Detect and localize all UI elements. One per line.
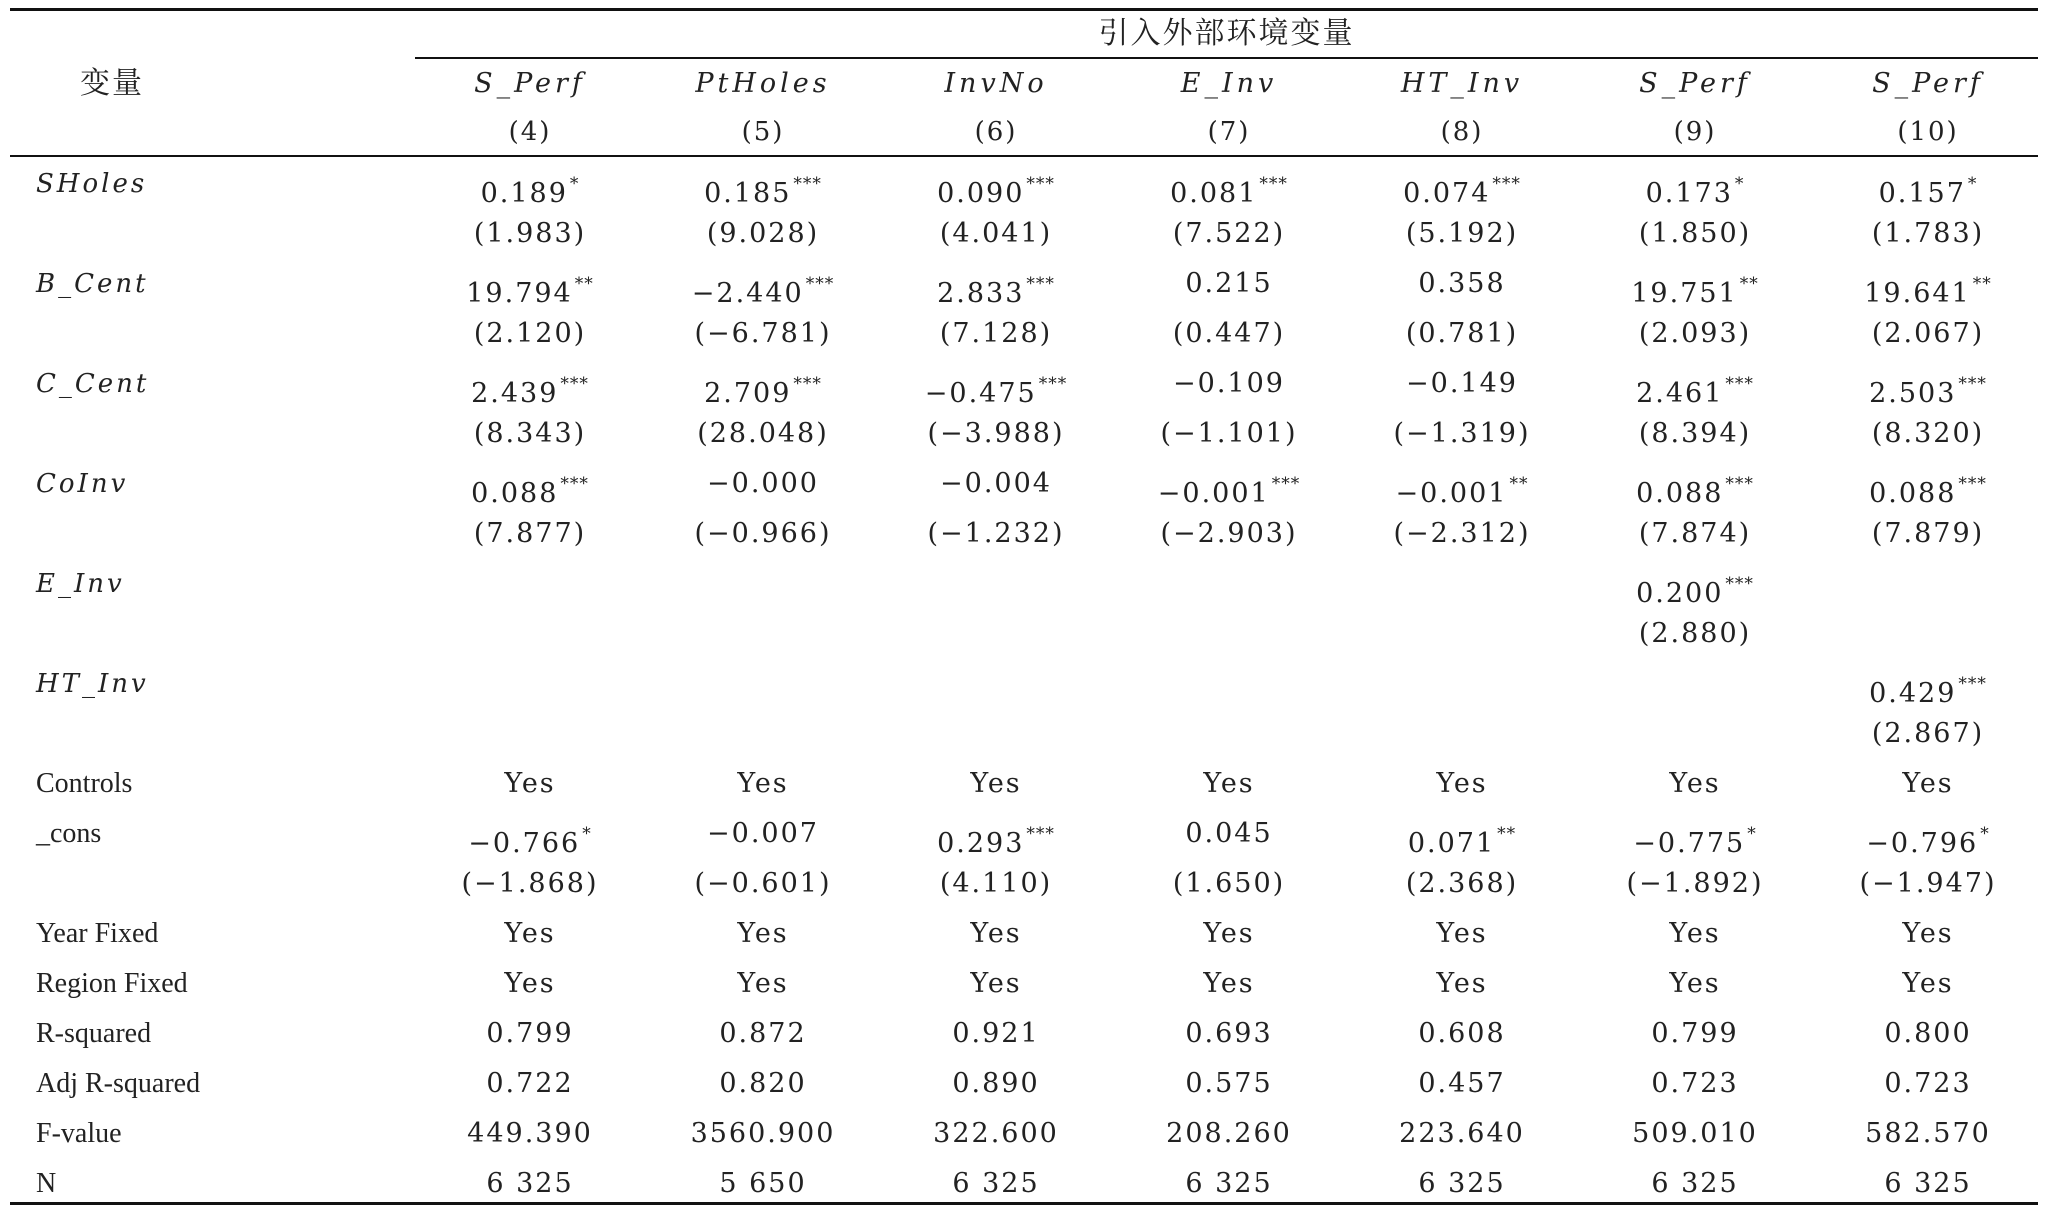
table-cell: 0.799 [486, 1018, 574, 1049]
table-cell: (−6.781) [694, 318, 832, 349]
table-cell: (8.343) [473, 418, 587, 449]
table-cell: 0.723 [1651, 1068, 1739, 1099]
significance-stars: * [569, 174, 580, 194]
table-cell: −0.001 ** [1395, 474, 1529, 509]
table-cell: (−1.892) [1626, 868, 1764, 899]
row-label: Region Fixed [36, 968, 188, 999]
table-cell: Yes [970, 968, 1022, 999]
table-cell: Yes [970, 768, 1022, 799]
table-cell: (−3.988) [927, 418, 1065, 449]
table-cell: (1.783) [1871, 218, 1985, 249]
column-header: S_Perf [1639, 68, 1751, 99]
bottom-rule [10, 1202, 2038, 1205]
table-cell: 0.722 [486, 1068, 574, 1099]
table-cell: −0.796 * [1866, 824, 1990, 859]
column-header: InvNo [944, 68, 1048, 99]
table-cell: 2.503 *** [1869, 374, 1987, 409]
table-cell: 3560.900 [690, 1118, 836, 1149]
table-cell: Yes [1203, 968, 1255, 999]
row-label: E_Inv [36, 569, 125, 599]
significance-stars: *** [1725, 574, 1754, 594]
table-cell: (5.192) [1405, 218, 1519, 249]
table-cell: Yes [1669, 968, 1721, 999]
table-cell: (−1.101) [1160, 418, 1298, 449]
table-cell: (2.368) [1405, 868, 1519, 899]
table-cell: (7.522) [1172, 218, 1286, 249]
significance-stars: ** [1972, 274, 1992, 294]
column-header: S_Perf [1872, 68, 1984, 99]
row-label: Adj R-squared [36, 1068, 201, 1099]
column-header: E_Inv [1180, 68, 1278, 99]
table-cell: (2.120) [473, 318, 587, 349]
significance-stars: *** [1038, 374, 1068, 394]
table-cell: 5 650 [719, 1168, 807, 1199]
table-cell: 0.185 *** [704, 174, 822, 209]
table-cell: (8.320) [1871, 418, 1985, 449]
significance-stars: ** [574, 274, 594, 294]
table-cell: (−2.312) [1393, 518, 1531, 549]
significance-stars: *** [793, 374, 822, 394]
table-cell: −0.000 [707, 468, 819, 499]
significance-stars: *** [560, 474, 589, 494]
significance-stars: *** [1958, 474, 1987, 494]
row-label: C_Cent [36, 369, 150, 399]
table-cell: (7.877) [473, 518, 587, 549]
row-label: R-squared [36, 1018, 152, 1049]
variable-header: 变量 [80, 66, 144, 101]
table-cell: 6 325 [1884, 1168, 1972, 1199]
table-cell: (7.128) [939, 318, 1053, 349]
significance-stars: * [1980, 824, 1990, 844]
significance-stars: *** [1259, 174, 1288, 194]
column-index: (10) [1897, 117, 1959, 147]
table-cell: 2.709 *** [704, 374, 822, 409]
table-cell: Yes [737, 768, 789, 799]
column-header: S_Perf [474, 68, 586, 99]
column-header: HT_Inv [1400, 68, 1524, 99]
significance-stars: *** [1026, 824, 1055, 844]
table-cell: (4.041) [939, 218, 1053, 249]
table-cell: (−1.232) [927, 518, 1065, 549]
table-cell: 2.439 *** [471, 374, 589, 409]
significance-stars: * [1967, 174, 1978, 194]
table-cell: (0.447) [1172, 318, 1286, 349]
table-cell: Yes [504, 968, 556, 999]
table-cell: 0.457 [1418, 1068, 1506, 1099]
row-label: CoInv [36, 469, 129, 499]
table-cell: 2.833 *** [937, 274, 1055, 309]
column-index: (7) [1207, 117, 1251, 147]
column-index: (4) [508, 117, 552, 147]
table-cell: 0.074 *** [1403, 174, 1521, 209]
table-cell: (−0.601) [694, 868, 832, 899]
table-cell: 19.794 ** [466, 274, 594, 309]
table-cell: 322.600 [933, 1118, 1059, 1149]
table-cell: 0.293 *** [937, 824, 1055, 859]
table-cell: (2.880) [1638, 618, 1752, 649]
row-label: Year Fixed [36, 918, 159, 949]
table-cell: 19.641 ** [1864, 274, 1992, 309]
row-label: N [36, 1168, 57, 1199]
column-index: (6) [974, 117, 1018, 147]
table-cell: Yes [504, 768, 556, 799]
table-cell: 19.751 ** [1631, 274, 1759, 309]
table-cell: Yes [737, 918, 789, 949]
significance-stars: *** [1958, 674, 1987, 694]
table-cell: (−2.903) [1160, 518, 1298, 549]
table-cell: (0.781) [1405, 318, 1519, 349]
table-cell: (−0.966) [694, 518, 832, 549]
top-rule [10, 8, 2038, 11]
table-cell: −0.766 * [468, 824, 592, 859]
table-cell: Yes [1902, 968, 1954, 999]
table-cell: 0.693 [1185, 1018, 1273, 1049]
table-cell: 0.071 ** [1407, 824, 1517, 859]
table-cell: 0.800 [1884, 1018, 1972, 1049]
significance-stars: ** [1509, 474, 1529, 494]
table-cell: (1.850) [1638, 218, 1752, 249]
significance-stars: *** [805, 274, 835, 294]
header-rule [10, 155, 2038, 157]
table-cell: −0.149 [1406, 368, 1518, 399]
table-cell: (2.867) [1871, 718, 1985, 749]
table-cell: (8.394) [1638, 418, 1752, 449]
table-cell: 0.088 *** [471, 474, 589, 509]
significance-stars: *** [793, 174, 822, 194]
significance-stars: ** [1739, 274, 1759, 294]
row-label: F-value [36, 1118, 122, 1149]
table-cell: (−1.319) [1393, 418, 1531, 449]
table-cell: 0.723 [1884, 1068, 1972, 1099]
group-underline [415, 57, 2038, 59]
table-cell: 0.157 * [1878, 174, 1978, 209]
table-cell: (9.028) [706, 218, 820, 249]
table-cell: 0.358 [1418, 268, 1506, 299]
table-cell: −0.001 *** [1157, 474, 1301, 509]
table-cell: 0.081 *** [1170, 174, 1288, 209]
significance-stars: *** [560, 374, 589, 394]
table-cell: 6 325 [1651, 1168, 1739, 1199]
table-cell: (7.879) [1871, 518, 1985, 549]
table-cell: (4.110) [939, 868, 1053, 899]
table-cell: 0.820 [719, 1068, 807, 1099]
table-cell: Yes [1669, 918, 1721, 949]
table-cell: 0.575 [1185, 1068, 1273, 1099]
column-header: PtHoles [695, 68, 831, 99]
table-cell: (−1.947) [1859, 868, 1997, 899]
table-cell: 582.570 [1865, 1118, 1991, 1149]
table-cell: 0.872 [719, 1018, 807, 1049]
row-label: SHoles [36, 169, 148, 199]
row-label: HT_Inv [36, 669, 149, 699]
significance-stars: *** [1026, 274, 1055, 294]
table-cell: Yes [970, 918, 1022, 949]
table-cell: Yes [1902, 918, 1954, 949]
table-cell: Yes [1203, 918, 1255, 949]
table-cell: 0.090 *** [937, 174, 1055, 209]
table-cell: −2.440 *** [691, 274, 835, 309]
table-cell: Yes [1436, 968, 1488, 999]
column-index: (9) [1673, 117, 1717, 147]
table-cell: −0.109 [1173, 368, 1285, 399]
table-cell: (1.983) [473, 218, 587, 249]
significance-stars: *** [1271, 474, 1301, 494]
group-header: 引入外部环境变量 [1098, 16, 1355, 51]
table-cell: Yes [1436, 768, 1488, 799]
table-cell: 0.921 [952, 1018, 1040, 1049]
table-cell: Yes [504, 918, 556, 949]
table-cell: 6 325 [1418, 1168, 1506, 1199]
table-cell: (2.093) [1638, 318, 1752, 349]
significance-stars: * [1734, 174, 1745, 194]
table-cell: (28.048) [697, 418, 829, 449]
row-label: Controls [36, 768, 133, 799]
table-cell: 0.045 [1185, 818, 1273, 849]
table-cell: −0.775 * [1633, 824, 1757, 859]
significance-stars: *** [1725, 474, 1754, 494]
table-cell: 0.088 *** [1869, 474, 1987, 509]
significance-stars: *** [1958, 374, 1987, 394]
column-index: (8) [1440, 117, 1484, 147]
table-cell: 0.200 *** [1636, 574, 1754, 609]
table-cell: 0.173 * [1645, 174, 1745, 209]
table-cell: 6 325 [486, 1168, 574, 1199]
column-index: (5) [741, 117, 785, 147]
significance-stars: *** [1026, 174, 1055, 194]
table-cell: 0.608 [1418, 1018, 1506, 1049]
table-cell: 0.799 [1651, 1018, 1739, 1049]
table-cell: 0.429 *** [1869, 674, 1987, 709]
table-cell: 0.189 * [480, 174, 580, 209]
table-cell: (2.067) [1871, 318, 1985, 349]
significance-stars: *** [1725, 374, 1754, 394]
table-cell: Yes [1203, 768, 1255, 799]
table-cell: (7.874) [1638, 518, 1752, 549]
table-cell: 0.890 [952, 1068, 1040, 1099]
table-cell: 449.390 [467, 1118, 593, 1149]
table-cell: 6 325 [952, 1168, 1040, 1199]
table-cell: −0.475 *** [924, 374, 1068, 409]
table-cell: 0.215 [1185, 268, 1273, 299]
table-cell: −0.007 [707, 818, 819, 849]
table-cell: Yes [737, 968, 789, 999]
significance-stars: *** [1492, 174, 1521, 194]
table-cell: Yes [1669, 768, 1721, 799]
table-cell: (−1.868) [461, 868, 599, 899]
significance-stars: ** [1497, 824, 1517, 844]
table-cell: (1.650) [1172, 868, 1286, 899]
table-cell: 223.640 [1399, 1118, 1525, 1149]
table-cell: Yes [1436, 918, 1488, 949]
significance-stars: * [1747, 824, 1757, 844]
table-cell: 6 325 [1185, 1168, 1273, 1199]
table-cell: 208.260 [1166, 1118, 1292, 1149]
table-cell: 0.088 *** [1636, 474, 1754, 509]
table-cell: 509.010 [1632, 1118, 1758, 1149]
row-label: _cons [36, 818, 102, 849]
table-cell: −0.004 [940, 468, 1052, 499]
table-cell: 2.461 *** [1636, 374, 1754, 409]
table-cell: Yes [1902, 768, 1954, 799]
row-label: B_Cent [36, 269, 149, 299]
significance-stars: * [582, 824, 592, 844]
